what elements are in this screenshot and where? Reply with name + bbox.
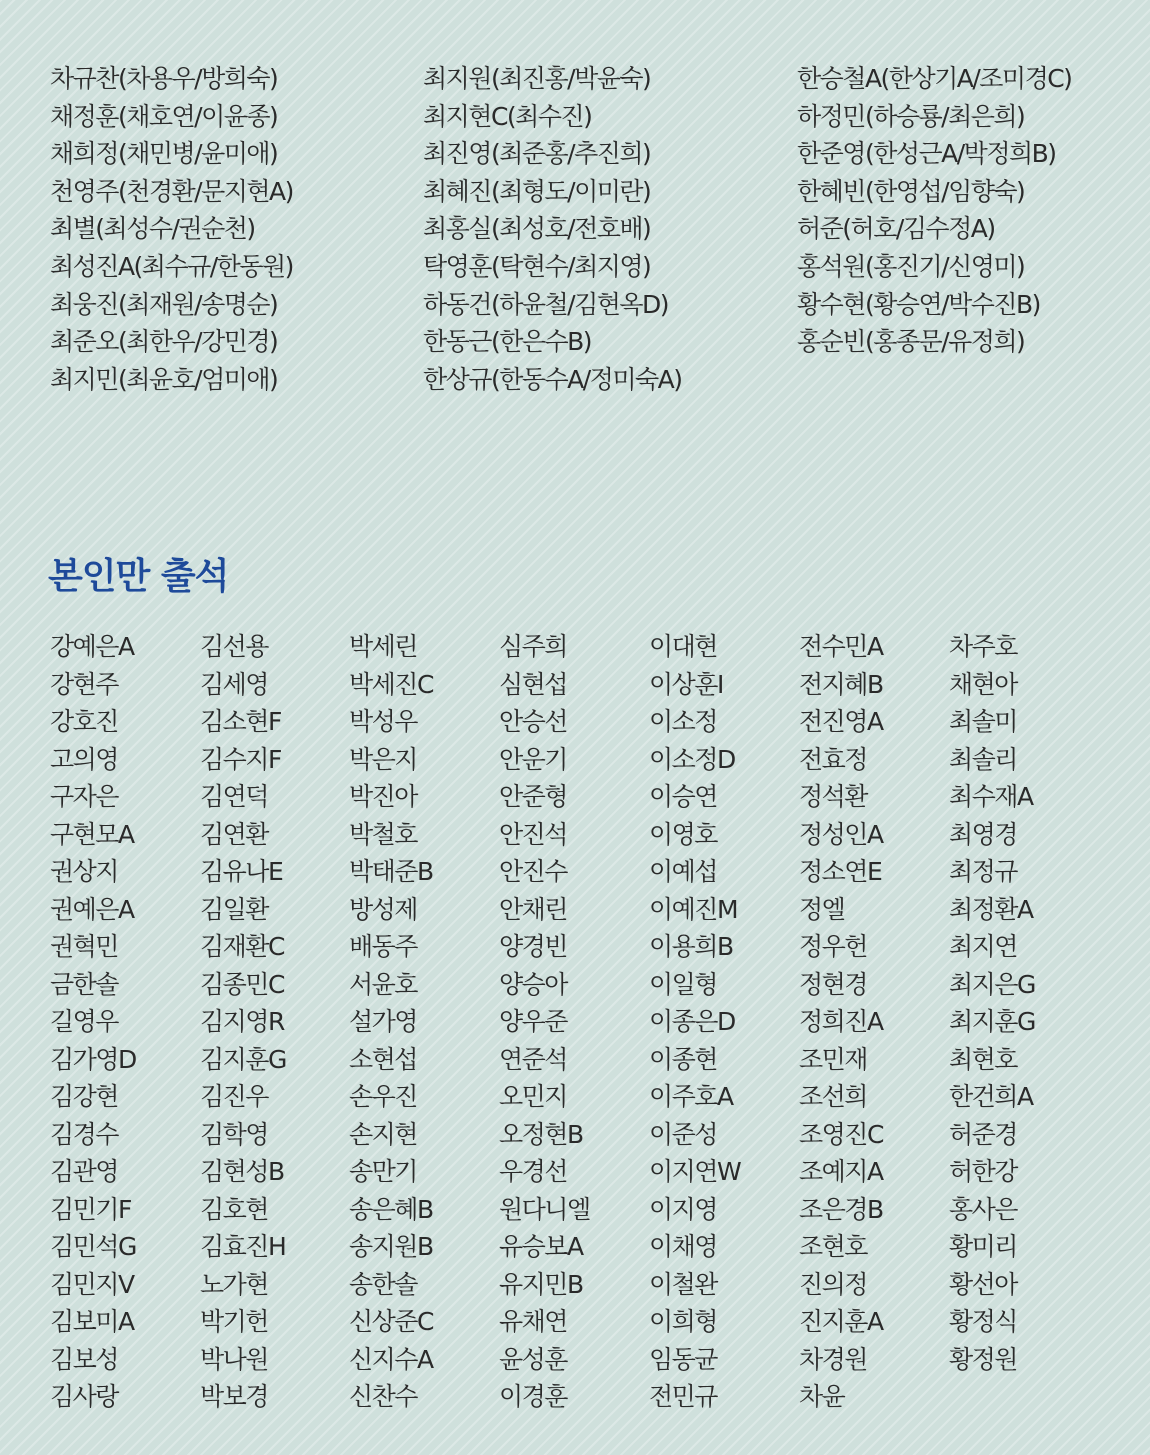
attendee-name: 안진수 bbox=[499, 857, 567, 886]
attendee-name: 김민기F bbox=[50, 1194, 131, 1224]
attendee-name: 안승선 bbox=[499, 707, 567, 736]
attendee-name: 오민지 bbox=[499, 1082, 567, 1111]
attendee-name: 손우진 bbox=[349, 1082, 417, 1111]
attendee-name: 이예진M bbox=[649, 894, 738, 924]
attendee-name: 최지은G bbox=[949, 969, 1035, 999]
attendee-name: 이준성 bbox=[649, 1119, 717, 1149]
attendee-name: 정성인A bbox=[799, 819, 883, 849]
attendee-name: 차주호 bbox=[949, 632, 1017, 661]
attendee-name: 박은지 bbox=[349, 744, 417, 774]
family-attendee-name: 최별(최성수/권순천) bbox=[50, 214, 255, 244]
family-column-1 bbox=[50, 60, 293, 398]
family-attendee-name: 최웅진(최재원/송명순) bbox=[50, 289, 278, 319]
attendee-name: 김사랑 bbox=[50, 1382, 118, 1411]
attendee-name: 김학영 bbox=[200, 1119, 268, 1149]
attendee-name: 이종은D bbox=[649, 1007, 735, 1036]
attendee-name: 강예은A bbox=[50, 632, 134, 661]
attendee-name: 정소연E bbox=[799, 857, 882, 886]
attendee-name: 송지원B bbox=[349, 1232, 433, 1261]
attendee-name: 소현섭 bbox=[349, 1044, 417, 1074]
attendee-name: 이승연 bbox=[649, 782, 717, 811]
attendee-name: 허한강 bbox=[949, 1157, 1017, 1186]
attendee-name: 황정식 bbox=[949, 1307, 1017, 1336]
attendee-name: 연준석 bbox=[499, 1044, 567, 1074]
family-attendee-name: 최지민(최윤호/엄미애) bbox=[50, 364, 278, 394]
family-attendee-name: 하정민(하승룡/최은희) bbox=[797, 101, 1025, 131]
attendee-name: 송은혜B bbox=[349, 1194, 433, 1224]
attendee-name: 방성제 bbox=[349, 894, 417, 924]
attendee-name: 심주희 bbox=[499, 632, 567, 661]
attendee-name: 금한솔 bbox=[50, 969, 118, 999]
self-column-2 bbox=[200, 628, 286, 1416]
attendee-name: 이채영 bbox=[649, 1232, 717, 1261]
attendee-name: 권예은A bbox=[50, 894, 134, 924]
attendee-name: 박진아 bbox=[349, 782, 417, 811]
attendee-name: 이종현 bbox=[649, 1044, 717, 1074]
attendee-name: 구현모A bbox=[50, 819, 134, 849]
attendee-name: 정석환 bbox=[799, 782, 867, 811]
attendee-name: 김일환 bbox=[200, 894, 268, 924]
attendee-name: 김보성 bbox=[50, 1344, 118, 1374]
attendee-name: 신지수A bbox=[349, 1344, 433, 1374]
attendee-name: 안준형 bbox=[499, 782, 567, 811]
attendee-name: 구자은 bbox=[50, 782, 118, 811]
attendee-name: 양승아 bbox=[499, 969, 567, 999]
attendee-name: 황미리 bbox=[949, 1232, 1017, 1261]
attendee-name: 박기헌 bbox=[200, 1307, 268, 1336]
attendee-name: 정희진A bbox=[799, 1007, 883, 1036]
attendee-name: 김경수 bbox=[50, 1119, 118, 1149]
attendee-name: 이지영 bbox=[649, 1194, 717, 1224]
attendee-name: 신상준C bbox=[349, 1307, 433, 1336]
attendee-name: 강현주 bbox=[50, 669, 118, 699]
attendee-name: 심현섭 bbox=[499, 669, 567, 699]
attendee-name: 정엘 bbox=[799, 894, 845, 924]
attendee-name: 정현경 bbox=[799, 969, 867, 999]
attendee-name: 김관영 bbox=[50, 1157, 118, 1186]
attendee-name: 박성우 bbox=[349, 707, 417, 736]
attendee-name: 이소정 bbox=[649, 707, 717, 736]
attendee-name: 조현호 bbox=[799, 1232, 867, 1261]
self-column-5 bbox=[649, 628, 740, 1416]
attendee-name: 전수민A bbox=[799, 632, 883, 661]
family-attendee-name: 차규찬(차용우/방희숙) bbox=[50, 64, 278, 93]
attendee-name: 김재환C bbox=[200, 932, 284, 961]
section-title-self-attendance: 본인만 출석 bbox=[48, 555, 229, 597]
family-attendee-name: 한승철A(한상기A/조미경C) bbox=[797, 64, 1072, 93]
attendee-name: 김호현 bbox=[200, 1194, 268, 1224]
attendee-name: 조은경B bbox=[799, 1194, 883, 1224]
attendee-name: 유지민B bbox=[499, 1269, 583, 1299]
attendee-name: 박태준B bbox=[349, 857, 433, 886]
attendee-name: 김민지V bbox=[50, 1269, 134, 1299]
family-attendee-name: 한동근(한은수B) bbox=[423, 327, 592, 357]
attendee-name: 권상지 bbox=[50, 857, 118, 886]
attendee-name: 김현성B bbox=[200, 1157, 284, 1186]
attendee-name: 원다니엘 bbox=[499, 1194, 590, 1224]
attendee-name: 차윤 bbox=[799, 1382, 845, 1411]
attendee-name: 고의영 bbox=[50, 744, 118, 774]
attendee-name: 김종민C bbox=[200, 969, 284, 999]
attendee-name: 김민석G bbox=[50, 1232, 136, 1261]
family-attendee-name: 홍석원(홍진기/신영미) bbox=[797, 251, 1025, 281]
family-attendee-name: 황수현(황승연/박수진B) bbox=[797, 289, 1040, 319]
attendee-name: 임동균 bbox=[649, 1344, 717, 1374]
attendee-name: 김진우 bbox=[200, 1082, 268, 1111]
family-attendee-name: 홍순빈(홍종문/유정희) bbox=[797, 327, 1025, 357]
family-attendee-name: 최혜진(최형도/이미란) bbox=[423, 176, 651, 206]
attendee-name: 김효진H bbox=[200, 1232, 286, 1261]
attendee-name: 이예섭 bbox=[649, 857, 717, 886]
family-attendee-name: 천영주(천경환/문지현A) bbox=[50, 176, 293, 206]
attendee-name: 김유나E bbox=[200, 857, 283, 886]
family-column-3 bbox=[797, 60, 1071, 361]
attendee-name: 최솔리 bbox=[949, 744, 1017, 774]
attendee-name: 신찬수 bbox=[349, 1382, 417, 1411]
family-attendee-name: 한상규(한동수A/정미숙A) bbox=[423, 364, 682, 394]
attendee-name: 김연환 bbox=[200, 819, 268, 849]
attendee-name: 김지훈G bbox=[200, 1044, 286, 1074]
self-column-6 bbox=[799, 628, 883, 1416]
attendee-name: 박세린 bbox=[349, 632, 417, 661]
attendee-name: 최정규 bbox=[949, 857, 1017, 886]
attendee-name: 유채연 bbox=[499, 1307, 567, 1336]
attendee-name: 김강현 bbox=[50, 1082, 118, 1111]
attendee-name: 설가영 bbox=[349, 1007, 417, 1036]
attendee-name: 전효정 bbox=[799, 744, 867, 774]
self-column-3 bbox=[349, 628, 433, 1416]
attendee-name: 전지혜B bbox=[799, 669, 883, 699]
attendee-name: 윤성훈 bbox=[499, 1344, 567, 1374]
attendee-name: 진의정 bbox=[799, 1269, 867, 1299]
attendee-name: 김선용 bbox=[200, 632, 268, 661]
family-attendee-name: 한준영(한성근A/박정희B) bbox=[797, 139, 1056, 169]
attendee-name: 조선희 bbox=[799, 1082, 867, 1111]
attendee-name: 유승보A bbox=[499, 1232, 583, 1261]
attendee-name: 조예지A bbox=[799, 1157, 883, 1186]
attendee-name: 이지연W bbox=[649, 1157, 741, 1186]
attendee-name: 조민재 bbox=[799, 1044, 867, 1074]
attendee-name: 노가현 bbox=[200, 1269, 268, 1299]
family-attendee-name: 최성진A(최수규/한동원) bbox=[50, 251, 293, 281]
attendee-name: 안진석 bbox=[499, 819, 567, 849]
attendee-name: 박철호 bbox=[349, 819, 417, 849]
attendee-name: 전민규 bbox=[649, 1382, 717, 1411]
attendee-name: 김보미A bbox=[50, 1307, 134, 1336]
attendee-name: 김지영R bbox=[200, 1007, 284, 1036]
attendee-name: 강호진 bbox=[50, 707, 118, 736]
attendee-name: 이철완 bbox=[649, 1269, 717, 1299]
attendee-name: 김연덕 bbox=[200, 782, 268, 811]
attendee-name: 이용희B bbox=[649, 932, 733, 961]
family-attendee-name: 최준오(최한우/강민경) bbox=[50, 327, 278, 357]
attendee-name: 최현호 bbox=[949, 1044, 1017, 1074]
attendee-name: 최솔미 bbox=[949, 707, 1017, 736]
attendee-name: 손지현 bbox=[349, 1119, 417, 1149]
attendee-name: 진지훈A bbox=[799, 1307, 883, 1336]
attendee-name: 김가영D bbox=[50, 1044, 136, 1074]
self-column-4 bbox=[499, 628, 590, 1416]
attendee-name: 황정원 bbox=[949, 1344, 1017, 1374]
attendee-name: 최수재A bbox=[949, 782, 1033, 811]
attendee-name: 박보경 bbox=[200, 1382, 268, 1411]
attendee-name: 박나원 bbox=[200, 1344, 268, 1374]
attendee-name: 이상훈I bbox=[649, 669, 723, 699]
family-attendee-name: 한혜빈(한영섭/임향숙) bbox=[797, 176, 1025, 206]
attendee-name: 김수지F bbox=[200, 744, 281, 774]
attendee-name: 이대현 bbox=[649, 632, 717, 661]
attendee-name: 우경선 bbox=[499, 1157, 567, 1186]
attendee-name: 이희형 bbox=[649, 1307, 717, 1336]
attendee-name: 황선아 bbox=[949, 1269, 1017, 1299]
attendee-name: 김세영 bbox=[200, 669, 268, 699]
attendee-name: 양우준 bbox=[499, 1007, 567, 1036]
attendee-name: 송만기 bbox=[349, 1157, 417, 1186]
family-attendee-name: 하동건(하윤철/김현옥D) bbox=[423, 289, 669, 319]
family-attendee-name: 탁영훈(탁현수/최지영) bbox=[423, 251, 651, 281]
attendee-name: 배동주 bbox=[349, 932, 417, 961]
family-attendee-name: 채희정(채민병/윤미애) bbox=[50, 139, 278, 169]
family-attendee-name: 최진영(최준홍/추진희) bbox=[423, 139, 651, 169]
attendee-name: 이영호 bbox=[649, 819, 717, 849]
attendee-name: 안운기 bbox=[499, 744, 567, 774]
attendee-name: 채현아 bbox=[949, 669, 1017, 699]
attendee-name: 이일형 bbox=[649, 969, 717, 999]
family-attendee-name: 채정훈(채호연/이윤종) bbox=[50, 101, 278, 131]
attendee-name: 최정환A bbox=[949, 894, 1033, 924]
attendee-name: 이경훈 bbox=[499, 1382, 567, 1411]
attendee-name: 허준경 bbox=[949, 1119, 1017, 1149]
attendee-name: 권혁민 bbox=[50, 932, 118, 961]
attendee-name: 조영진C bbox=[799, 1119, 883, 1149]
attendee-name: 송한솔 bbox=[349, 1269, 417, 1299]
family-attendee-name: 최지원(최진홍/박윤숙) bbox=[423, 64, 651, 93]
attendee-name: 전진영A bbox=[799, 707, 883, 736]
attendee-name: 최지연 bbox=[949, 932, 1017, 961]
attendee-name: 한건희A bbox=[949, 1082, 1033, 1111]
attendee-name: 정우헌 bbox=[799, 932, 867, 961]
attendee-name: 길영우 bbox=[50, 1007, 118, 1036]
family-attendee-name: 허준(허호/김수정A) bbox=[797, 214, 995, 244]
attendee-name: 홍사은 bbox=[949, 1194, 1017, 1224]
attendee-name: 김소현F bbox=[200, 707, 281, 736]
self-column-7 bbox=[949, 628, 1035, 1378]
attendee-name: 양경빈 bbox=[499, 932, 567, 961]
self-column-1 bbox=[50, 628, 136, 1416]
family-attendee-name: 최지현C(최수진) bbox=[423, 101, 592, 131]
attendee-name: 이소정D bbox=[649, 744, 735, 774]
attendee-name: 안채린 bbox=[499, 894, 567, 924]
attendee-name: 차경원 bbox=[799, 1344, 867, 1374]
attendee-name: 박세진C bbox=[349, 669, 433, 699]
family-column-2 bbox=[423, 60, 682, 398]
attendee-name: 최영경 bbox=[949, 819, 1017, 849]
attendee-name: 이주호A bbox=[649, 1082, 733, 1111]
attendee-name: 최지훈G bbox=[949, 1007, 1035, 1036]
family-attendee-name: 최홍실(최성호/전호배) bbox=[423, 214, 651, 244]
attendee-name: 서윤호 bbox=[349, 969, 417, 999]
attendee-name: 오정현B bbox=[499, 1119, 583, 1149]
